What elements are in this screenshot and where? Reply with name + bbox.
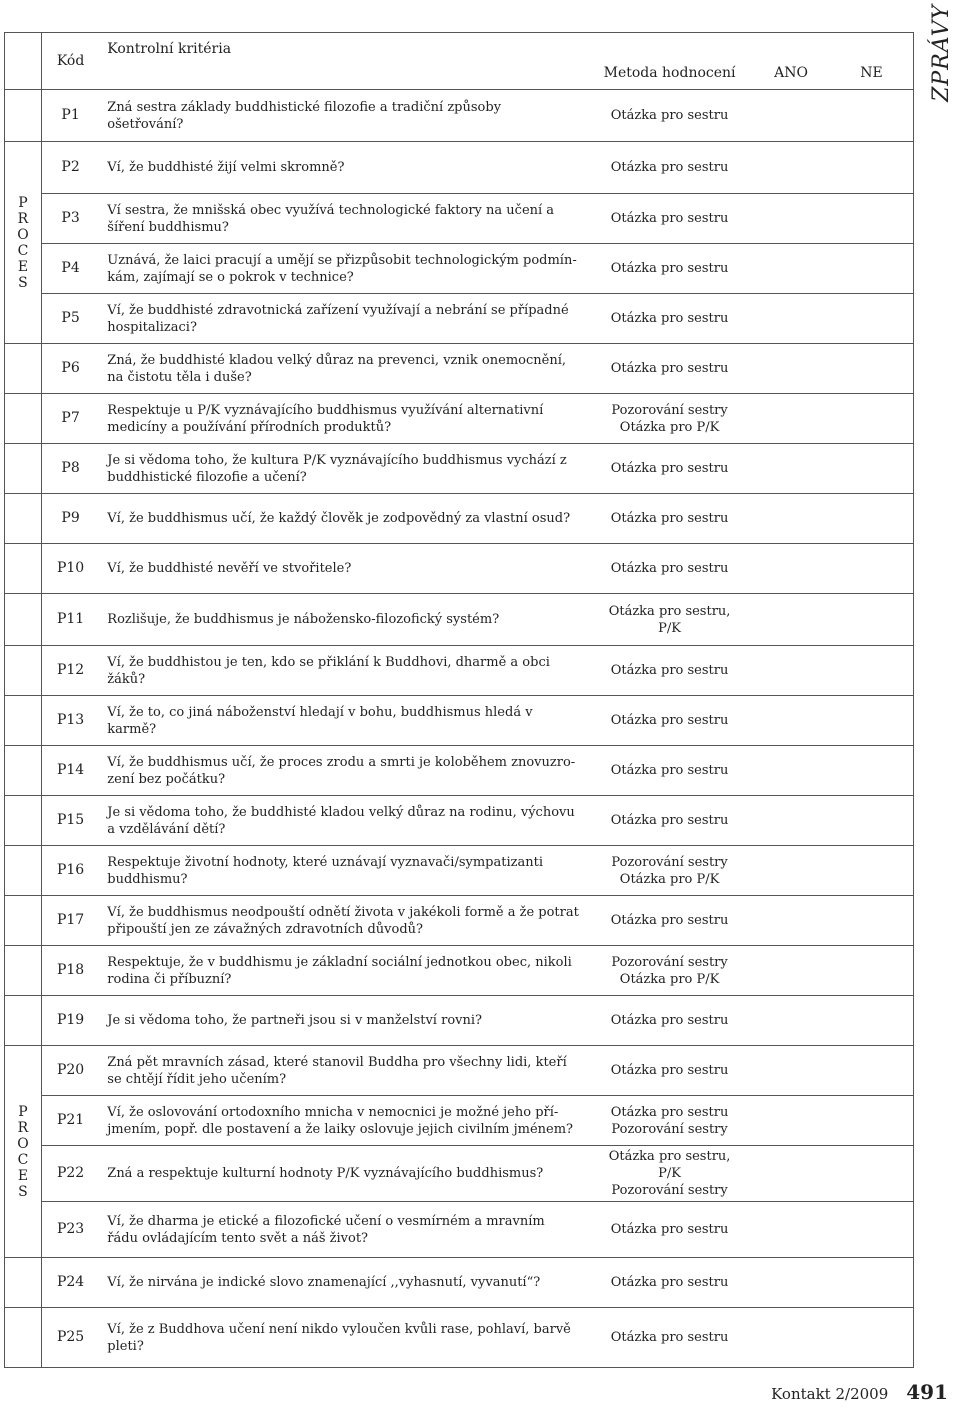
side-letter: O	[17, 1135, 29, 1152]
row-code: P10	[41, 544, 99, 594]
row-criterion: Rozlišuje, že buddhismus je nábožensko-filozofický systém?	[99, 594, 587, 646]
table-row	[5, 1202, 914, 1258]
side-empty-cell	[5, 796, 42, 846]
row-code: P5	[41, 294, 99, 344]
process-side-label	[5, 142, 42, 344]
row-method: Otázka pro sestru	[587, 1202, 752, 1258]
row-method: Otázka pro sestru	[587, 796, 752, 846]
row-yes-cell	[752, 344, 830, 394]
row-no-cell	[830, 494, 914, 544]
row-code: P20	[41, 1046, 99, 1096]
table-row	[5, 544, 914, 594]
row-code: P11	[41, 594, 99, 646]
side-letter: R	[17, 210, 29, 227]
row-no-cell	[830, 1202, 914, 1258]
side-letter: C	[17, 242, 29, 259]
process-side-label	[5, 1046, 42, 1258]
row-code: P14	[41, 746, 99, 796]
table-row	[5, 244, 914, 294]
table-row	[5, 1146, 914, 1202]
row-criterion: Ví, že buddhisté zdravotnická zařízení využívají a nebrání se případné hospitalizaci?	[99, 294, 587, 344]
row-code: P22	[41, 1146, 99, 1202]
row-code: P12	[41, 646, 99, 696]
table-row	[5, 746, 914, 796]
table-row	[5, 1096, 914, 1146]
row-no-cell	[830, 344, 914, 394]
row-yes-cell	[752, 142, 830, 194]
row-code: P7	[41, 394, 99, 444]
table-row	[5, 696, 914, 746]
row-method: Otázka pro sestru	[587, 696, 752, 746]
criteria-table	[4, 32, 914, 1368]
side-letter: C	[17, 1151, 29, 1168]
row-method: Otázka pro sestru	[587, 896, 752, 946]
row-criterion: Ví, že buddhismus neodpouští odnětí života v jakékoli formě a že potrat připouští jen ze závažných zdravotních důvodů?	[99, 896, 587, 946]
header-criteria: Kontrolní kritéria	[99, 33, 587, 90]
table-header-row	[5, 33, 914, 90]
table-row	[5, 1258, 914, 1308]
row-yes-cell	[752, 646, 830, 696]
row-no-cell	[830, 1146, 914, 1202]
row-yes-cell	[752, 394, 830, 444]
row-no-cell	[830, 896, 914, 946]
row-method: Otázka pro sestru, P/K	[587, 594, 752, 646]
side-empty-cell	[5, 746, 42, 796]
row-criterion: Ví, že z Buddhova učení není nikdo vyloučen kvůli rase, pohlaví, barvě pleti?	[99, 1308, 587, 1368]
side-empty-cell	[5, 696, 42, 746]
row-no-cell	[830, 1258, 914, 1308]
row-yes-cell	[752, 90, 830, 142]
row-criterion: Respektuje životní hodnoty, které uznávají vyznavači/sympatizanti buddhismu?	[99, 846, 587, 896]
row-no-cell	[830, 1046, 914, 1096]
row-criterion: Je si vědoma toho, že partneři jsou si v manželství rovni?	[99, 996, 587, 1046]
table-row	[5, 194, 914, 244]
table-row	[5, 996, 914, 1046]
row-code: P19	[41, 996, 99, 1046]
row-yes-cell	[752, 896, 830, 946]
table-row	[5, 142, 914, 194]
row-method: Otázka pro sestru	[587, 444, 752, 494]
row-yes-cell	[752, 594, 830, 646]
row-code: P1	[41, 90, 99, 142]
table-row	[5, 896, 914, 946]
row-no-cell	[830, 946, 914, 996]
row-no-cell	[830, 646, 914, 696]
row-criterion: Respektuje, že v buddhismu je základní sociální jednotkou obec, nikoli rodina či příbuzní?	[99, 946, 587, 996]
row-yes-cell	[752, 1096, 830, 1146]
table-row	[5, 796, 914, 846]
table-row	[5, 1308, 914, 1368]
row-criterion: Ví, že to, co jiná náboženství hledají v bohu, buddhismus hledá v karmě?	[99, 696, 587, 746]
row-method: Otázka pro sestru	[587, 646, 752, 696]
side-letter: O	[17, 226, 29, 243]
row-method: Otázka pro sestru	[587, 1046, 752, 1096]
row-no-cell	[830, 142, 914, 194]
row-no-cell	[830, 594, 914, 646]
row-criterion: Respektuje u P/K vyznávajícího buddhismus využívání alternativní medicíny a používání přírodních produktů?	[99, 394, 587, 444]
side-empty-cell	[5, 594, 42, 646]
row-code: P3	[41, 194, 99, 244]
side-empty-cell	[5, 1258, 42, 1308]
row-no-cell	[830, 244, 914, 294]
side-empty-cell	[5, 846, 42, 896]
row-criterion: Ví, že buddhisté nevěří ve stvořitele?	[99, 544, 587, 594]
header-code: Kód	[41, 33, 99, 90]
side-empty-cell	[5, 896, 42, 946]
row-method: Otázka pro sestru	[587, 344, 752, 394]
row-criterion: Ví, že buddhismus učí, že každý člověk je zodpovědný za vlastní osud?	[99, 494, 587, 544]
table-row	[5, 344, 914, 394]
row-criterion: Ví sestra, že mnišská obec využívá technologické faktory na učení a šíření buddhismu?	[99, 194, 587, 244]
row-no-cell	[830, 1096, 914, 1146]
row-method: Otázka pro sestru	[587, 244, 752, 294]
row-no-cell	[830, 746, 914, 796]
row-method: Otázka pro sestru Pozorování sestry	[587, 1096, 752, 1146]
header-no: NE	[830, 33, 914, 90]
row-yes-cell	[752, 996, 830, 1046]
row-method: Otázka pro sestru, P/K Pozorování sestry	[587, 1146, 752, 1202]
side-empty-cell	[5, 946, 42, 996]
row-yes-cell	[752, 294, 830, 344]
row-no-cell	[830, 544, 914, 594]
side-empty-cell	[5, 444, 42, 494]
row-method: Otázka pro sestru	[587, 294, 752, 344]
table-row	[5, 394, 914, 444]
row-code: P23	[41, 1202, 99, 1258]
row-yes-cell	[752, 194, 830, 244]
side-empty-cell	[5, 1308, 42, 1368]
page-footer	[771, 1380, 948, 1404]
side-empty-cell	[5, 344, 42, 394]
row-code: P2	[41, 142, 99, 194]
row-yes-cell	[752, 1202, 830, 1258]
row-code: P21	[41, 1096, 99, 1146]
header-side-cell	[5, 33, 42, 90]
table-row	[5, 494, 914, 544]
table-row	[5, 1046, 914, 1096]
side-empty-cell	[5, 996, 42, 1046]
row-no-cell	[830, 996, 914, 1046]
row-method: Otázka pro sestru	[587, 544, 752, 594]
row-yes-cell	[752, 1308, 830, 1368]
row-criterion: Zná a respektuje kulturní hodnoty P/K vyznávajícího buddhismus?	[99, 1146, 587, 1202]
row-no-cell	[830, 294, 914, 344]
row-no-cell	[830, 394, 914, 444]
row-no-cell	[830, 696, 914, 746]
row-yes-cell	[752, 544, 830, 594]
row-code: P16	[41, 846, 99, 896]
page-number: 491	[906, 1380, 948, 1404]
row-code: P9	[41, 494, 99, 544]
table-row	[5, 846, 914, 896]
row-method: Otázka pro sestru	[587, 194, 752, 244]
row-yes-cell	[752, 1258, 830, 1308]
row-yes-cell	[752, 244, 830, 294]
row-yes-cell	[752, 696, 830, 746]
table-row	[5, 90, 914, 142]
row-no-cell	[830, 846, 914, 896]
row-criterion: Ví, že dharma je etické a filozofické učení o vesmírném a mravním řádu ovládajícím tento svět a náš život?	[99, 1202, 587, 1258]
side-letter: S	[18, 274, 28, 291]
row-criterion: Zná pět mravních zásad, které stanovil Buddha pro všechny lidi, kteří se chtějí řídit jeho učením?	[99, 1046, 587, 1096]
row-criterion: Ví, že buddhisté žijí velmi skromně?	[99, 142, 587, 194]
side-letter: P	[18, 194, 28, 211]
table-row	[5, 594, 914, 646]
side-empty-cell	[5, 544, 42, 594]
row-criterion: Je si vědoma toho, že buddhisté kladou velký důraz na rodinu, výchovu a vzdělávání dětí?	[99, 796, 587, 846]
side-empty-cell	[5, 646, 42, 696]
row-method: Otázka pro sestru	[587, 142, 752, 194]
row-criterion: Zná, že buddhisté kladou velký důraz na prevenci, vznik onemocnění, na čistotu těla i duše?	[99, 344, 587, 394]
row-code: P18	[41, 946, 99, 996]
row-yes-cell	[752, 494, 830, 544]
row-code: P25	[41, 1308, 99, 1368]
side-letter: R	[17, 1119, 29, 1136]
side-empty-cell	[5, 90, 42, 142]
row-no-cell	[830, 194, 914, 244]
row-criterion: Zná sestra základy buddhistické filozofie a tradiční způsoby ošetřování?	[99, 90, 587, 142]
row-code: P24	[41, 1258, 99, 1308]
side-letter: E	[17, 258, 29, 275]
row-code: P13	[41, 696, 99, 746]
side-letter: P	[18, 1103, 28, 1120]
table-row	[5, 646, 914, 696]
row-yes-cell	[752, 746, 830, 796]
side-letter: E	[17, 1167, 29, 1184]
row-criterion: Ví, že oslovování ortodoxního mnicha v nemocnici je možné jeho pří-jmením, popř. dle postavení a že laiky oslovuje jejich civilním jménem?	[99, 1096, 587, 1146]
row-no-cell	[830, 796, 914, 846]
row-criterion: Ví, že buddhistou je ten, kdo se přiklání k Buddhovi, dharmě a obci žáků?	[99, 646, 587, 696]
row-code: P17	[41, 896, 99, 946]
row-yes-cell	[752, 846, 830, 896]
row-no-cell	[830, 1308, 914, 1368]
row-code: P8	[41, 444, 99, 494]
journal-name: Kontakt 2/2009	[771, 1385, 889, 1403]
row-method: Otázka pro sestru	[587, 90, 752, 142]
table-row	[5, 294, 914, 344]
row-method: Otázka pro sestru	[587, 1258, 752, 1308]
row-code: P4	[41, 244, 99, 294]
table-row	[5, 946, 914, 996]
row-method: Pozorování sestry Otázka pro P/K	[587, 394, 752, 444]
section-label: ZPRÁVY	[929, 4, 954, 102]
row-criterion: Uznává, že laici pracují a umějí se přizpůsobit technologickým podmín-kám, zajímají se o pokrok v technice?	[99, 244, 587, 294]
row-yes-cell	[752, 946, 830, 996]
row-criterion: Je si vědoma toho, že kultura P/K vyznávajícího buddhismus vychází z buddhistické filozofie a učení?	[99, 444, 587, 494]
header-yes: ANO	[752, 33, 830, 90]
row-method: Otázka pro sestru	[587, 494, 752, 544]
side-empty-cell	[5, 494, 42, 544]
row-code: P6	[41, 344, 99, 394]
row-no-cell	[830, 90, 914, 142]
row-method: Pozorování sestry Otázka pro P/K	[587, 846, 752, 896]
row-method: Pozorování sestry Otázka pro P/K	[587, 946, 752, 996]
row-code: P15	[41, 796, 99, 846]
side-empty-cell	[5, 394, 42, 444]
row-method: Otázka pro sestru	[587, 1308, 752, 1368]
row-yes-cell	[752, 444, 830, 494]
row-yes-cell	[752, 1146, 830, 1202]
table-row	[5, 444, 914, 494]
row-method: Otázka pro sestru	[587, 996, 752, 1046]
row-criterion: Ví, že nirvána je indické slovo znamenající ,,vyhasnutí, vyvanutí“?	[99, 1258, 587, 1308]
row-yes-cell	[752, 796, 830, 846]
header-method: Metoda hodnocení	[587, 33, 752, 90]
row-yes-cell	[752, 1046, 830, 1096]
row-no-cell	[830, 444, 914, 494]
side-letter: S	[18, 1183, 28, 1200]
row-method: Otázka pro sestru	[587, 746, 752, 796]
row-criterion: Ví, že buddhismus učí, že proces zrodu a smrti je koloběhem znovuzro-zení bez počátku?	[99, 746, 587, 796]
